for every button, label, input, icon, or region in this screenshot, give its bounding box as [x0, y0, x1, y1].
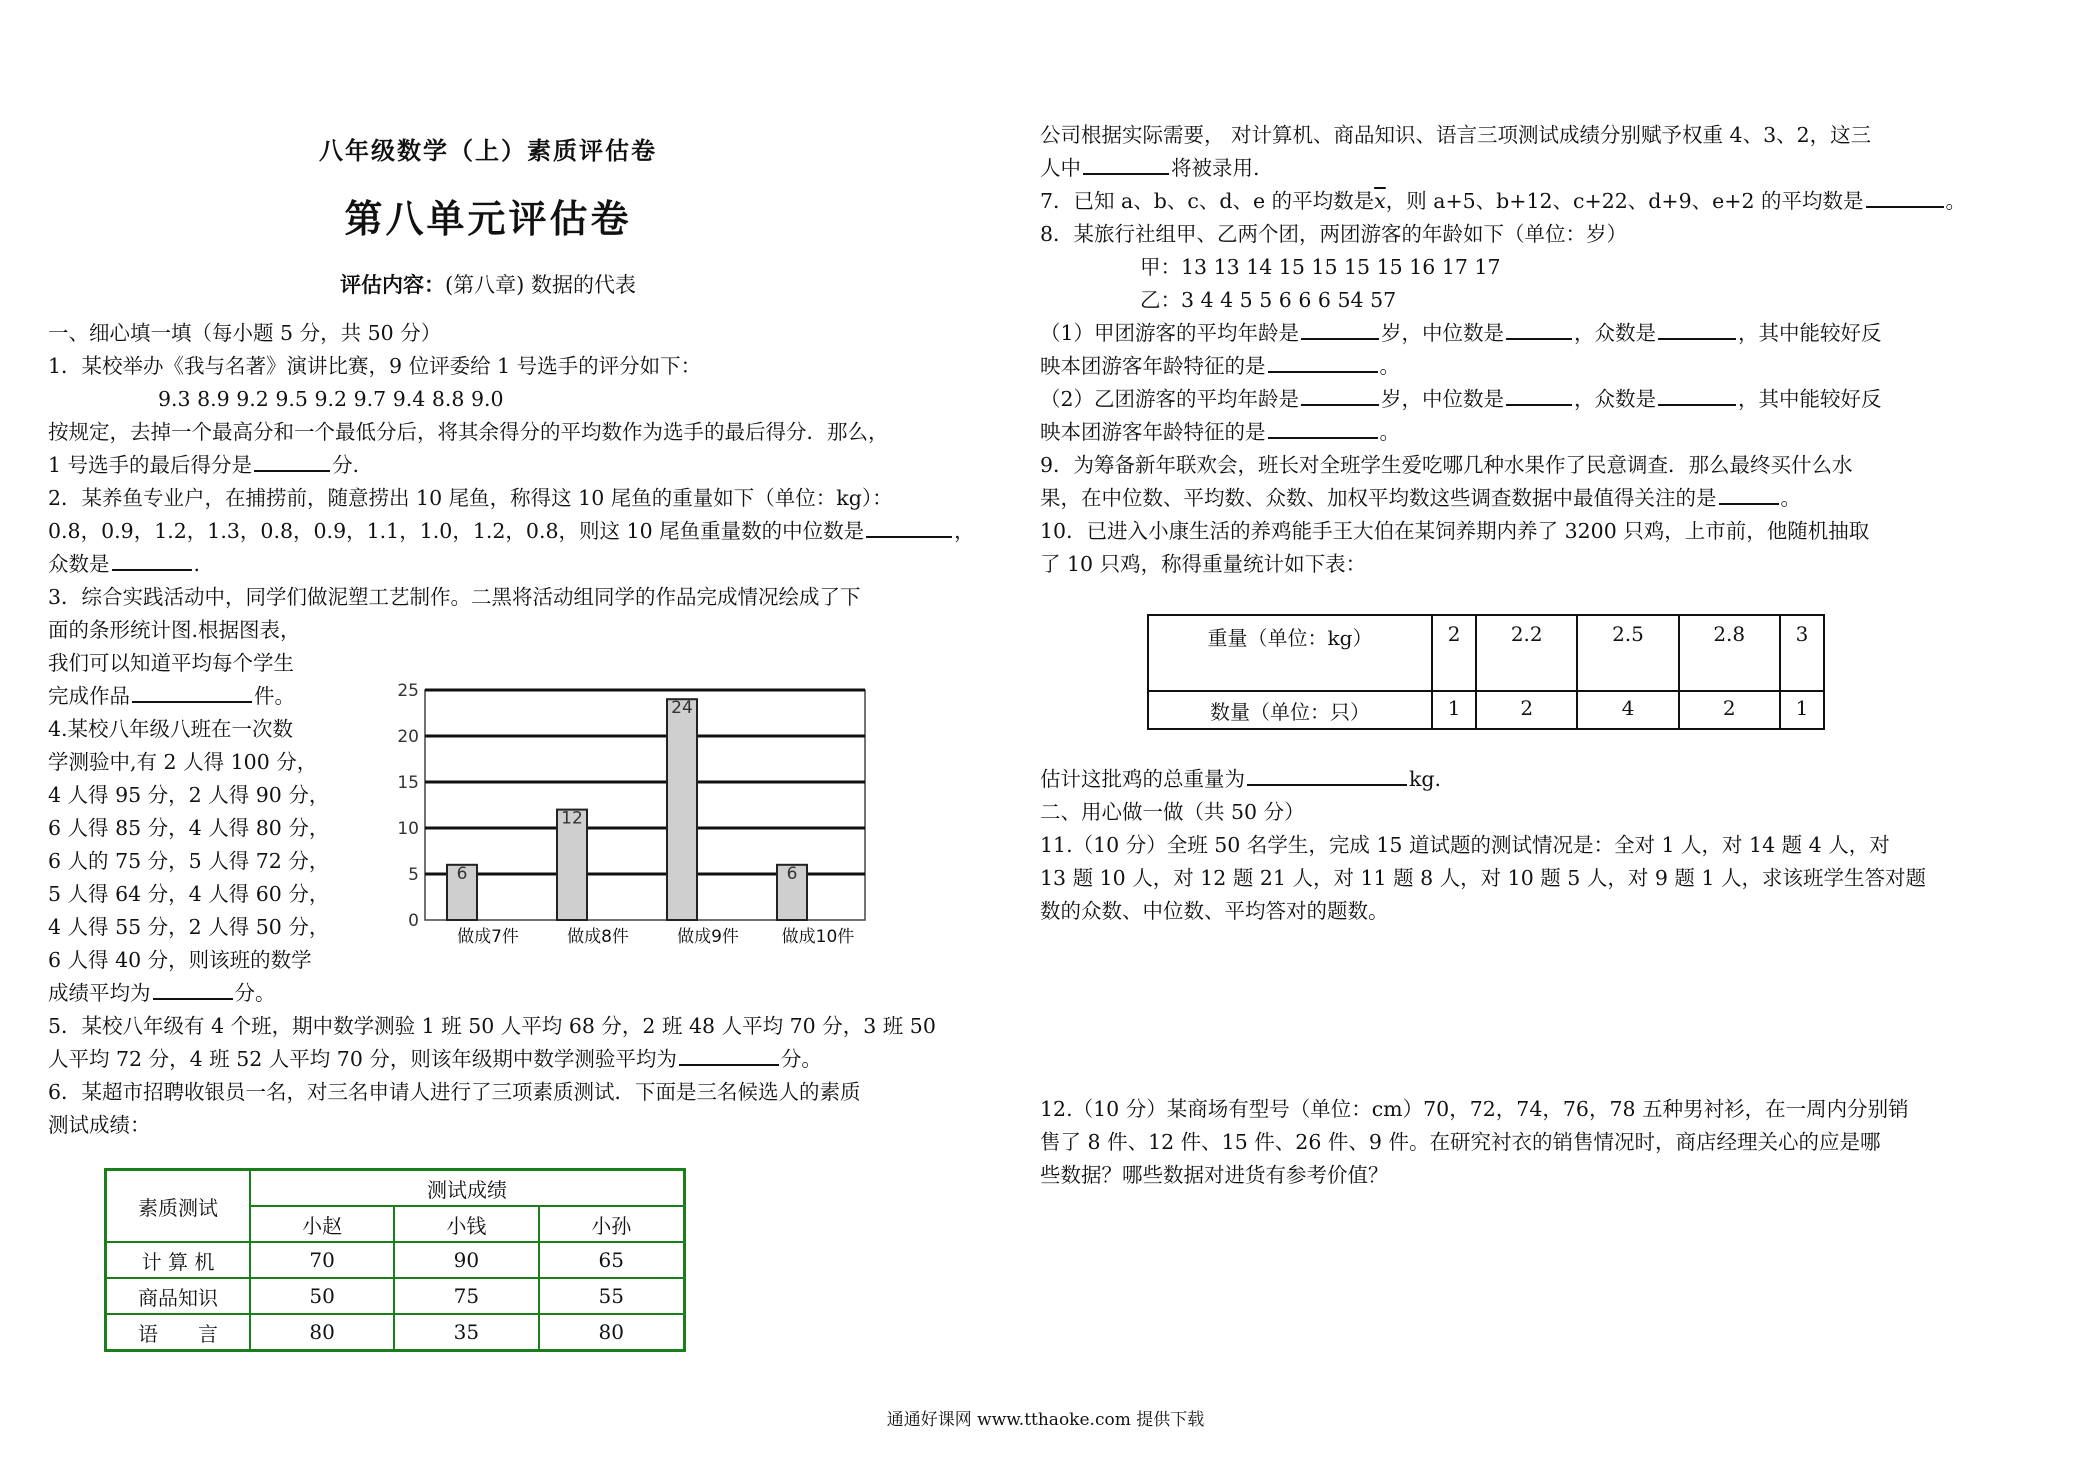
- q3-line4: [48, 683, 295, 709]
- table10-cell: 2: [1432, 615, 1476, 691]
- q8-2-median-blank[interactable]: [1506, 386, 1572, 406]
- q3-text: 完成作品: [48, 684, 130, 708]
- q6-text: 人中: [1040, 156, 1081, 180]
- q1-unit: 分.: [332, 453, 360, 477]
- q8-1-end: 。: [1379, 354, 1400, 378]
- footer-credit: 通通好课网 www.tthaoke.com 提供下载: [886, 1410, 1205, 1430]
- q6-tail: 将被录用.: [1171, 156, 1260, 180]
- section2-heading: 二、用心做一做（共 50 分）: [1040, 800, 1305, 824]
- table10-cell: 2.2: [1476, 615, 1577, 691]
- y-tick-label: 5: [408, 865, 419, 885]
- bar-data-label: 6: [786, 863, 798, 884]
- table6-row-label: 商品知识: [106, 1278, 251, 1314]
- q2-mode-blank[interactable]: [112, 551, 192, 571]
- table10-cell: 1: [1780, 691, 1824, 729]
- q8-2-end: 。: [1379, 420, 1400, 444]
- q8-1-answer-blank[interactable]: [1268, 353, 1378, 373]
- q5-answer-blank[interactable]: [679, 1046, 779, 1066]
- q3-line3: 我们可以知道平均每个学生: [48, 651, 294, 675]
- table6-col-header: 小赵: [250, 1206, 394, 1242]
- x-category-label: 做成7件: [457, 927, 519, 947]
- table-row: [106, 1242, 685, 1278]
- q6-line2: 测试成绩：: [48, 1113, 151, 1137]
- q4-line1: 4.某校八年级八班在一次数: [48, 717, 294, 741]
- q8-group-yi: 乙：3 4 4 5 5 6 6 6 54 57: [1140, 288, 1397, 312]
- q4-line5: 6 人的 75 分，5 人得 72 分，: [48, 849, 330, 873]
- table6-row-label: 语 言: [106, 1314, 251, 1351]
- q7-line: [1040, 188, 1966, 214]
- q10-line1: 10．已进入小康生活的养鸡能手王大伯在某饲养期内养了 3200 只鸡，上市前，他随机抽取: [1040, 519, 1870, 543]
- q1-rule: 按规定，去掉一个最高分和一个最低分后，将其余得分的平均数作为选手的最后得分．那么，: [48, 420, 889, 444]
- q7-answer-blank[interactable]: [1866, 188, 1944, 208]
- q8-1-text: （1）甲团游客的平均年龄是: [1040, 321, 1300, 345]
- table6-cell: 55: [539, 1278, 685, 1314]
- q8-2-mean-blank[interactable]: [1301, 386, 1379, 406]
- q2-median-blank[interactable]: [866, 518, 952, 538]
- q8-2-text: （2）乙团游客的平均年龄是: [1040, 387, 1300, 411]
- bar-data-label: 6: [456, 863, 468, 884]
- q9-end: 。: [1780, 486, 1801, 510]
- q2-comma: ，: [954, 519, 975, 543]
- q4-line3: 4 人得 95 分，2 人得 90 分，: [48, 783, 330, 807]
- q4-line7: 4 人得 55 分，2 人得 50 分，: [48, 915, 330, 939]
- table6-cell: 90: [394, 1242, 538, 1278]
- q9-answer-blank[interactable]: [1719, 485, 1779, 505]
- q8-part1: [1040, 320, 1882, 346]
- x-category-label: 做成9件: [677, 927, 739, 947]
- q11-line2: 13 题 10 人，对 12 题 21 人，对 11 题 8 人，对 10 题 5 人，对 9 题 1 人，求该班学生答对题: [1040, 866, 1926, 890]
- table6-corner: 素质测试: [106, 1170, 251, 1243]
- q4-line9: [48, 980, 276, 1006]
- bar-data-label: 12: [561, 808, 583, 829]
- q5-line1: 5．某校八年级有 4 个班，期中数学测验 1 班 50 人平均 68 分，2 班 48 人平均 70 分，3 班 50: [48, 1014, 936, 1038]
- q9-text: 果，在中位数、平均数、众数、加权平均数这些调查数据中最值得关注的是: [1040, 486, 1717, 510]
- q4-line2: 学测验中,有 2 人得 100 分，: [48, 750, 318, 774]
- exam-subtitle: 八年级数学（上）素质评估卷: [319, 136, 657, 165]
- q2-data-text: 0.8，0.9，1.2，1.3，0.8，0.9，1.1，1.0，1.2，0.8，则这 10 尾鱼重量数的中位数是: [48, 519, 865, 543]
- q2-mode-text: 众数是: [48, 552, 110, 576]
- q2-mode: [48, 551, 200, 577]
- table10-cell: 1: [1432, 691, 1476, 729]
- table6-cell: 80: [250, 1314, 394, 1351]
- table6-group-header: 测试成绩: [250, 1170, 685, 1207]
- q8-2-text2: 岁，中位数是: [1381, 387, 1505, 411]
- q7-text2: ，则 a+5、b+12、c+22、d+9、e+2 的平均数是: [1385, 189, 1864, 213]
- exam-title: 第八单元评估卷: [344, 197, 632, 241]
- q4-line4: 6 人得 85 分，4 人得 80 分，: [48, 816, 330, 840]
- table10-cell: 2.5: [1577, 615, 1678, 691]
- y-tick-label: 0: [408, 911, 419, 931]
- y-tick-label: 20: [397, 727, 419, 747]
- table6-row-label: 计 算 机: [106, 1242, 251, 1278]
- q8-part1-b: [1040, 353, 1400, 379]
- table6-cell: 70: [250, 1242, 394, 1278]
- q8-1-mode-blank[interactable]: [1658, 320, 1736, 340]
- q12-line1: 12.（10 分）某商场有型号（单位：cm）70，72，74，76，78 五种男衬衫，在一周内分别销: [1040, 1097, 1909, 1121]
- q8-group-jia: 甲：13 13 14 15 15 15 15 16 17 17: [1140, 255, 1501, 279]
- table6-cell: 50: [250, 1278, 394, 1314]
- bar-chart: [380, 678, 900, 950]
- q2-period: .: [193, 552, 201, 576]
- q8-part2-b: [1040, 419, 1400, 445]
- y-tick-label: 25: [397, 681, 419, 701]
- q9-line2: [1040, 485, 1801, 511]
- q6-answer-blank[interactable]: [1083, 155, 1169, 175]
- table6-col-header: 小孙: [539, 1206, 685, 1242]
- table10-row-label: 数量（单位：只）: [1148, 691, 1432, 729]
- q8-stem: 8．某旅行社组甲、乙两个团，两团游客的年龄如下（单位：岁）: [1040, 222, 1628, 246]
- q6-line1: 6．某超市招聘收银员一名，对三名申请人进行了三项素质测试．下面是三名候选人的素质: [48, 1080, 861, 1104]
- q5-unit: 分。: [780, 1047, 822, 1071]
- q10-line2: 了 10 只鸡，称得重量统计如下表：: [1040, 552, 1367, 576]
- q6-score-table: [104, 1168, 686, 1352]
- q4-line6: 5 人得 64 分，4 人得 60 分，: [48, 882, 330, 906]
- q10-estimate: [1040, 766, 1441, 792]
- q6-continued: 公司根据实际需要， 对计算机、商品知识、语言三项测试成绩分别赋予权重 4、3、2，这三: [1040, 123, 1872, 147]
- q2-data: [48, 518, 975, 544]
- q4-text: 成绩平均为: [48, 981, 151, 1005]
- q1-stem: 1．某校举办《我与名著》演讲比赛，9 位评委给 1 号选手的评分如下：: [48, 354, 702, 378]
- q3-unit: 件。: [254, 684, 295, 708]
- q11-line3: 数的众数、中位数、平均答对的题数。: [1040, 899, 1389, 923]
- table6-cell: 75: [394, 1278, 538, 1314]
- q3-stem: 3．综合实践活动中，同学们做泥塑工艺制作。二黑将活动组同学的作品完成情况绘成了下: [48, 585, 861, 609]
- table10-cell: 3: [1780, 615, 1824, 691]
- table10-row-label: 重量（单位：kg）: [1148, 615, 1432, 691]
- q8-part2: [1040, 386, 1882, 412]
- q10-weight-table: [1147, 614, 1825, 730]
- table-row: [106, 1278, 685, 1314]
- q8-2-text5: 映本团游客年龄特征的是: [1040, 420, 1266, 444]
- q8-2-answer-blank[interactable]: [1268, 419, 1378, 439]
- q7-xbar: $\overline{x}$: [1374, 189, 1386, 213]
- q8-1-text3: ，众数是: [1574, 321, 1657, 345]
- table6-cell: 80: [539, 1314, 685, 1351]
- q6-question: [1040, 155, 1260, 181]
- q8-2-text4: ，其中能较好反: [1738, 387, 1882, 411]
- q2-stem: 2．某养鱼专业户，在捕捞前，随意捞出 10 尾鱼，称得这 10 尾鱼的重量如下（单位：kg）：: [48, 486, 893, 510]
- content-value: (第八章) 数据的代表: [444, 273, 637, 297]
- q8-1-text5: 映本团游客年龄特征的是: [1040, 354, 1266, 378]
- q9-line1: 9．为筹备新年联欢会，班长对全班学生爱吃哪几种水果作了民意调查．那么最终买什么水: [1040, 453, 1853, 477]
- q3-line2: 面的条形统计图.根据图表，: [48, 618, 301, 642]
- q8-1-median-blank[interactable]: [1506, 320, 1572, 340]
- q4-unit: 分。: [234, 981, 276, 1005]
- bar-data-label: 24: [671, 698, 693, 719]
- q12-line3: 些数据？哪些数据对进货有参考价值？: [1040, 1163, 1389, 1187]
- q10-answer-blank[interactable]: [1247, 766, 1407, 786]
- chart-bar: [667, 699, 697, 920]
- table10-cell: 2: [1679, 691, 1780, 729]
- q8-1-text2: 岁，中位数是: [1381, 321, 1505, 345]
- q11-line1: 11.（10 分）全班 50 名学生，完成 15 道试题的测试情况是：全对 1 人，对 14 题 4 人，对: [1040, 833, 1890, 857]
- content-label: 评估内容：: [339, 272, 445, 297]
- q5-text: 人平均 72 分，4 班 52 人平均 70 分，则该年级期中数学测验平均为: [48, 1047, 677, 1071]
- q4-answer-blank[interactable]: [153, 980, 233, 1000]
- table10-cell: 2.8: [1679, 615, 1780, 691]
- q7-end: 。: [1945, 189, 1967, 213]
- q10-text: 估计这批鸡的总重量为: [1040, 767, 1245, 791]
- table6-cell: 65: [539, 1242, 685, 1278]
- q4-line8: 6 人得 40 分，则该班的数学: [48, 948, 312, 972]
- table6-cell: 35: [394, 1314, 538, 1351]
- table6-col-header: 小钱: [394, 1206, 538, 1242]
- q1-scores: 9.3 8.9 9.2 9.5 9.2 9.7 9.4 8.8 9.0: [158, 387, 504, 411]
- q10-unit: kg.: [1409, 767, 1442, 791]
- q8-2-text3: ，众数是: [1574, 387, 1657, 411]
- q3-answer-blank[interactable]: [132, 683, 252, 703]
- table10-cell: 2: [1476, 691, 1577, 729]
- q8-1-text4: ，其中能较好反: [1738, 321, 1882, 345]
- q8-2-mode-blank[interactable]: [1658, 386, 1736, 406]
- content-line: [48, 272, 928, 298]
- q8-1-mean-blank[interactable]: [1301, 320, 1379, 340]
- y-tick-label: 10: [397, 819, 419, 839]
- section1-heading: 一、细心填一填（每小题 5 分，共 50 分）: [48, 321, 442, 345]
- y-tick-label: 15: [397, 773, 419, 793]
- q5-line2: [48, 1046, 822, 1072]
- x-category-label: 做成10件: [781, 927, 855, 947]
- q12-line2: 售了 8 件、12 件、15 件、26 件、9 件。在研究衬衣的销售情况时，商店经理关心的应是哪: [1040, 1130, 1881, 1154]
- table10-cell: 4: [1577, 691, 1678, 729]
- q1-answer-blank[interactable]: [254, 452, 330, 472]
- q7-text: 7．已知 a、b、c、d、e 的平均数是: [1040, 189, 1375, 213]
- x-category-label: 做成8件: [567, 927, 629, 947]
- q1-question-text: 1 号选手的最后得分是: [48, 453, 253, 477]
- table-row: [106, 1314, 685, 1351]
- q1-question: [48, 452, 359, 478]
